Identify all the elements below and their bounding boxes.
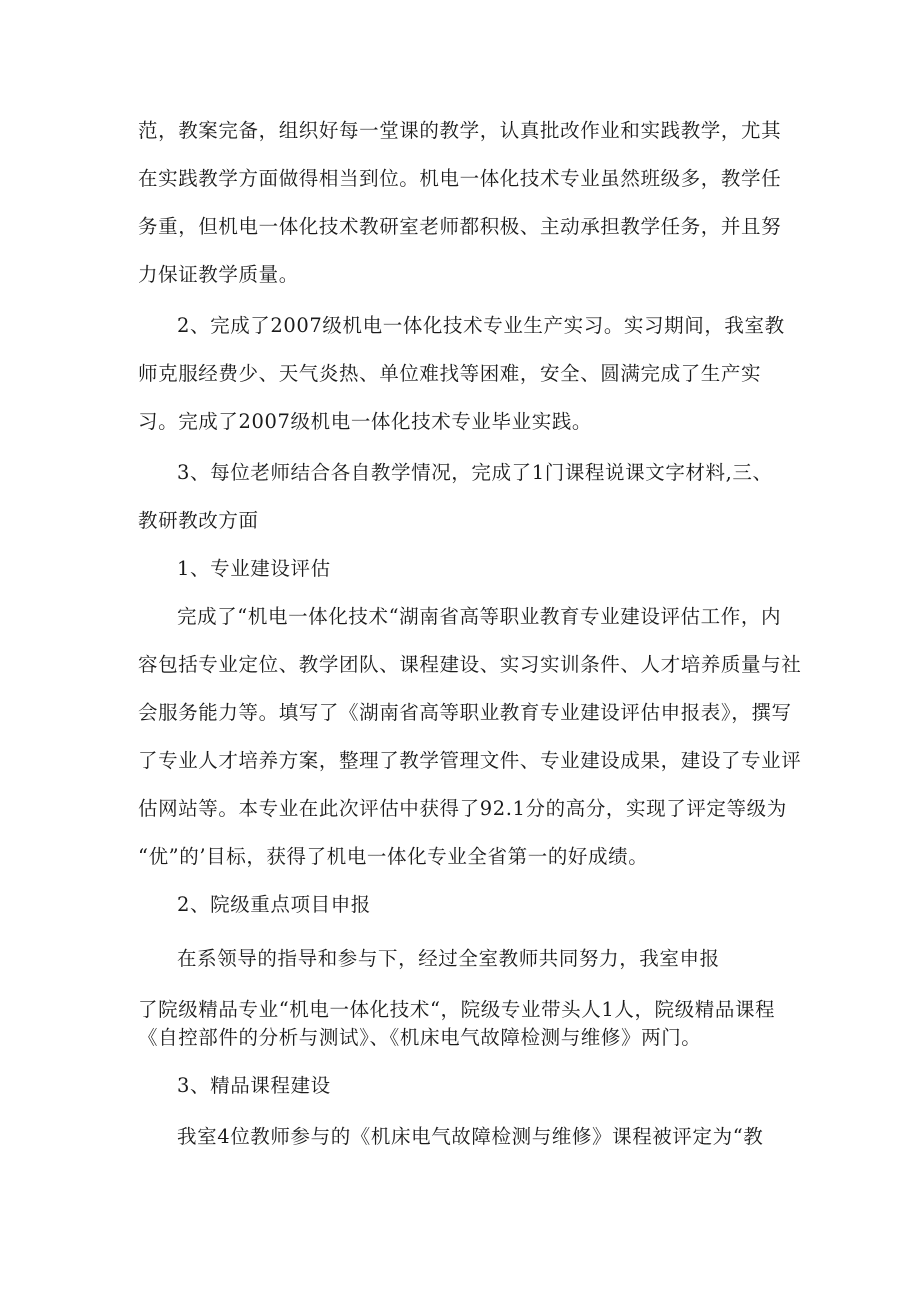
- text-line: 务重，但机电一体化技术教研室老师都积极、主动承担教学任务，并且努: [138, 215, 782, 238]
- text-line: 在实践教学方面做得相当到位。机电一体化技术专业虽然班级多，教学任: [138, 167, 782, 190]
- text-line: 了院级精品专业“机电一体化技术“，院级专业带头人1人，院级精品课程: [138, 998, 776, 1021]
- text-line: 师克服经费少、天气炎热、单位难找等困难，安全、圆满完成了生产实: [138, 362, 762, 385]
- text-line: “优”的’目标，获得了机电一体化专业全省第一的好成绩。: [138, 845, 649, 868]
- text-line: 习。完成了2007级机电一体化技术专业毕业实践。: [138, 410, 593, 433]
- section-heading-3: 3、精品课程建设: [177, 1074, 331, 1097]
- text-line: 会服务能力等。填写了《湖南省高等职业教育专业建设评估申报表》，撰写: [138, 701, 792, 724]
- section-heading-1: 1、专业建设评估: [177, 557, 331, 580]
- text-line: 我室4位教师参与的《机床电气故障检测与维修》课程被评定为“教: [177, 1125, 764, 1148]
- paragraph-2-line: 2、完成了2007级机电一体化技术专业生产实习。实习期间，我室教: [177, 314, 785, 337]
- section-heading-2: 2、院级重点项目申报: [177, 893, 371, 916]
- text-line: 《自控部件的分析与测试》、《机床电气故障检测与维修》两门。: [138, 1026, 702, 1049]
- text-line: 容包括专业定位、教学团队、课程建设、实习实训条件、人才培养质量与社: [138, 653, 802, 676]
- paragraph-3-line: 3、每位老师结合各自教学情况，完成了1门课程说课文字材料,三、: [177, 461, 773, 484]
- text-line: 估网站等。本专业在此次评估中获得了92.1分的高分，实现了评定等级为: [138, 797, 787, 820]
- text-line: 了专业人才培养方案，整理了教学管理文件、专业建设成果，建设了专业评: [138, 749, 802, 772]
- text-line: 完成了“机电一体化技术“湖南省高等职业教育专业建设评估工作，内: [177, 605, 782, 628]
- text-line: 在系领导的指导和参与下，经过全室教师共同努力，我室申报: [177, 947, 720, 970]
- text-line: 教研教改方面: [138, 509, 259, 532]
- text-line: 力保证教学质量。: [138, 263, 299, 286]
- text-line: 范，教案完备，组织好每一堂课的教学，认真批改作业和实践教学，尤其: [138, 119, 782, 142]
